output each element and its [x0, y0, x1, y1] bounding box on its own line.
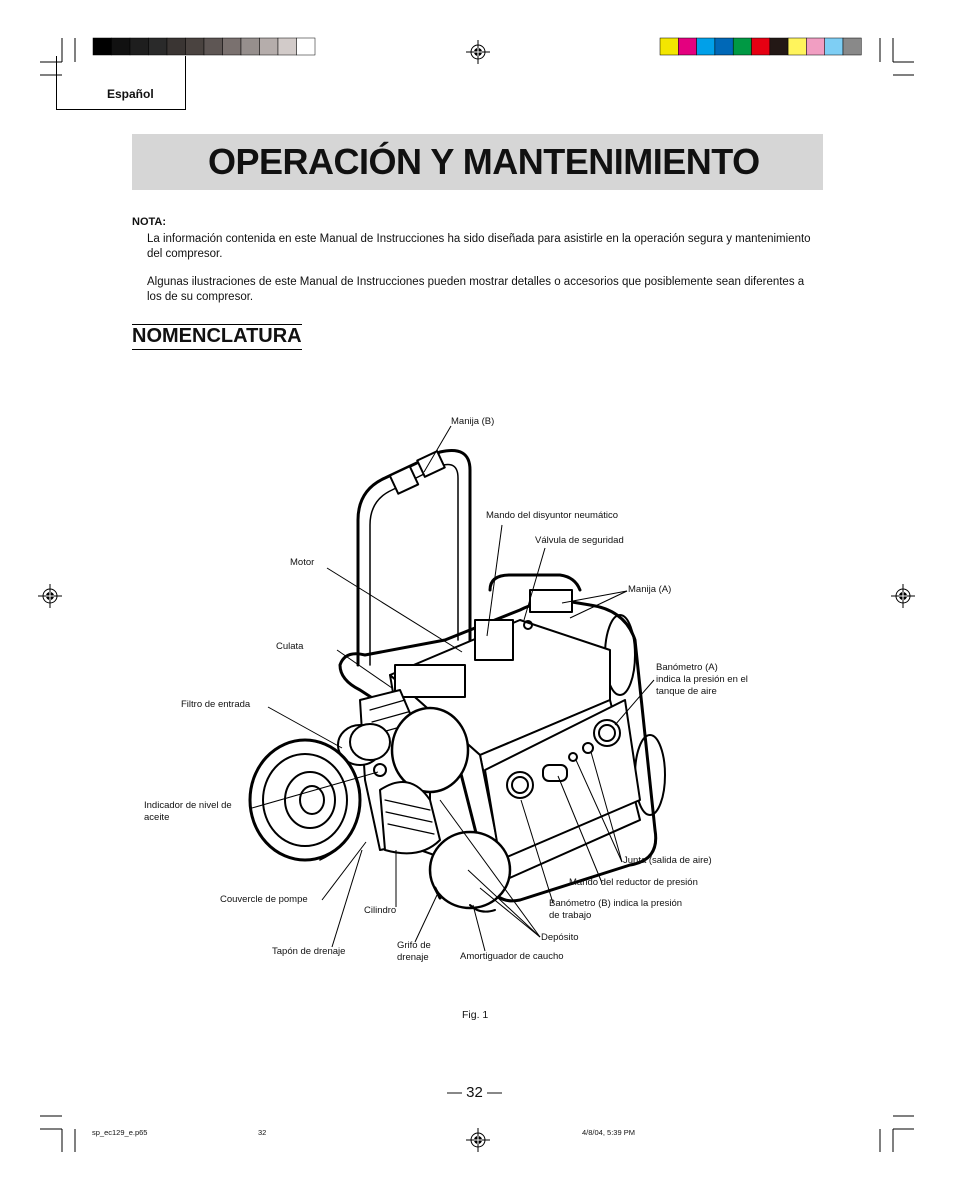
nota-paragraph-1: La información contenida en este Manual de Instrucciones ha sido diseñada para asistirle en la operación segura y mantenimiento del compresor.	[147, 233, 811, 260]
label-banometro-b-line2: de trabajo	[549, 910, 592, 921]
figure-caption: Fig. 1	[462, 1009, 489, 1021]
footer-file: sp_ec129_e.p65	[92, 1128, 148, 1137]
label-indicador-nivel-line2: aceite	[144, 812, 170, 823]
language-label: Español	[107, 87, 154, 101]
section-heading: NOMENCLATURA	[132, 324, 302, 350]
nota-label: NOTA:	[132, 216, 167, 228]
page-title: OPERACIÓN Y MANTENIMIENTO	[208, 141, 760, 182]
label-grifo-line1: Grifo de	[397, 940, 431, 951]
label-banometro-a-line3: tanque de aire	[656, 686, 717, 697]
label-couvercle: Couvercle de pompe	[220, 894, 308, 905]
label-manija-a: Manija (A)	[628, 584, 672, 595]
page-number: — 32 —	[447, 1084, 503, 1101]
label-mando-disyuntor: Mando del disyuntor neumático	[486, 510, 619, 521]
label-amortiguador: Amortiguador de caucho	[460, 951, 564, 962]
label-valvula-seguridad: Válvula de seguridad	[535, 535, 624, 546]
footer-page: 32	[258, 1128, 267, 1137]
label-deposito: Depósito	[541, 932, 579, 943]
label-culata: Culata	[276, 641, 304, 652]
label-filtro-entrada: Filtro de entrada	[181, 699, 251, 710]
label-motor: Motor	[290, 557, 315, 568]
label-cilindro: Cilindro	[364, 905, 397, 916]
footer-date: 4/8/04, 5:39 PM	[582, 1128, 635, 1137]
nota-paragraph-2: Algunas ilustraciones de este Manual de Instrucciones pueden mostrar detalles o accesorios que posiblemente sean diferentes a los de su compresor.	[147, 276, 805, 303]
label-grifo-line2: drenaje	[397, 952, 429, 963]
label-banometro-a-line1: Banómetro (A)	[656, 662, 718, 673]
label-manija-b: Manija (B)	[451, 416, 495, 427]
label-banometro-b-line1: Banómetro (B) indica la presión	[549, 898, 683, 909]
label-tapon: Tapón de drenaje	[272, 946, 346, 957]
label-junta: Junta (salida de aire)	[623, 855, 712, 866]
label-banometro-a-line2: indica la presión en el	[656, 674, 748, 685]
label-indicador-nivel-line1: Indicador de nivel de	[144, 800, 232, 811]
label-mando-reductor: Mando del reductor de presión	[569, 877, 698, 888]
